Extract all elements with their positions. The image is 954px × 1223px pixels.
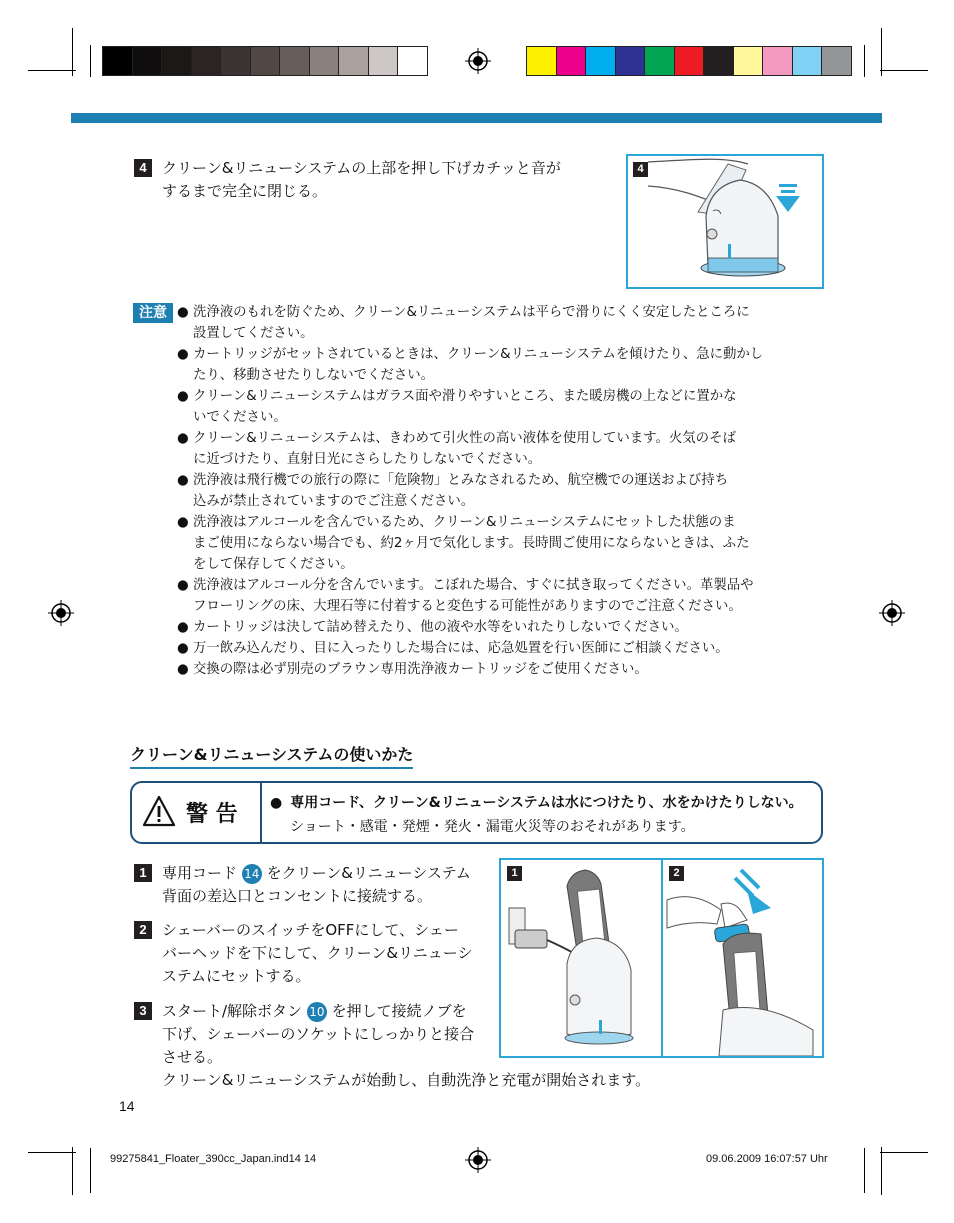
caution-item-line: フローリングの床、大理石等に付着すると変色する可能性がありますのでご注意ください。 xyxy=(193,599,742,614)
caution-item-line: たり、移動させたりしないでください。 xyxy=(193,368,435,383)
caution-item-line: 洗浄液は飛行機での旅行の際に「危険物」とみなされるため、航空機での運送および持ち xyxy=(193,473,729,488)
crop-mark xyxy=(90,45,91,77)
step-text: 下げ、シェーバーのソケットにしっかりと接合 xyxy=(162,1025,475,1043)
crop-mark xyxy=(72,1147,73,1195)
caution-item xyxy=(177,659,827,680)
caution-label: 注意 xyxy=(133,303,173,323)
header-rule xyxy=(71,113,882,123)
step-number: 1 xyxy=(134,864,152,882)
figure-step-1 xyxy=(499,858,663,1058)
caution-item-line: をして保存してください。 xyxy=(193,557,354,572)
caution-item-line: 設置してください。 xyxy=(193,326,314,341)
caution-item-line: に近づけたり、直射日光にさらしたりしないでください。 xyxy=(193,452,542,467)
color-swatch xyxy=(220,46,251,76)
step-2 xyxy=(134,919,494,988)
caution-item xyxy=(177,302,827,344)
step-text: 専用コード xyxy=(162,864,238,882)
press-arrow-icon xyxy=(747,890,771,914)
color-swatch xyxy=(102,46,133,76)
color-swatch xyxy=(556,46,587,76)
warning-box xyxy=(130,781,823,844)
section-title: クリーン&リニューシステムの使いかた xyxy=(130,742,413,769)
caution-item-line: クリーン&リニューシステムは、きわめて引火性の高い液体を使用しています。火気のそば xyxy=(193,431,736,446)
shaver-insert-illustration xyxy=(663,860,822,1056)
step-number: 4 xyxy=(134,159,152,177)
color-swatch xyxy=(279,46,310,76)
step-text: をクリーン&リニューシステム xyxy=(266,864,471,882)
crop-mark xyxy=(72,28,73,76)
color-swatch xyxy=(397,46,428,76)
step-text: するまで完全に閉じる。 xyxy=(162,182,328,200)
crop-mark xyxy=(90,1148,91,1193)
figure-step-2 xyxy=(661,858,824,1058)
warning-line: ショート・感電・発煙・発火・漏電火災等のおそれがあります。 xyxy=(290,819,695,835)
caution-item xyxy=(177,575,827,617)
bullet-icon: ● xyxy=(177,662,189,677)
registration-mark-icon xyxy=(879,600,905,626)
caution-item-line: カートリッジがセットされているときは、クリーン&リニューシステムを傾けたり、急に動かし xyxy=(193,347,764,362)
figure-label: 1 xyxy=(507,866,522,881)
step-text: を押して接続ノブを xyxy=(331,1002,467,1020)
warning-triangle-icon xyxy=(142,795,176,827)
bullet-icon: ● xyxy=(177,641,189,656)
color-swatch xyxy=(733,46,764,76)
caution-item-line: 洗浄液はアルコールを含んでいるため、クリーン&リニューシステムにセットした状態のま xyxy=(193,515,736,530)
registration-mark-icon xyxy=(48,600,74,626)
step-text: クリーン&リニューシステムが始動し、自動洗浄と充電が開始されます。 xyxy=(162,1071,651,1089)
bullet-icon: ● xyxy=(177,347,189,362)
footer-timestamp: 09.06.2009 16:07:57 Uhr xyxy=(706,1153,828,1165)
caution-item xyxy=(177,638,827,659)
caution-item-line: カートリッジは決して詰め替えたり、他の液や水等をいれたりしないでください。 xyxy=(193,620,688,635)
caution-item xyxy=(177,344,827,386)
part-reference: 14 xyxy=(242,864,262,884)
cleaning-station-illustration xyxy=(628,156,822,287)
caution-item xyxy=(177,512,827,575)
crop-mark xyxy=(881,28,882,76)
registration-mark-icon xyxy=(465,48,491,74)
figure-label: 4 xyxy=(633,162,648,177)
color-swatch xyxy=(674,46,705,76)
footer-file-info: 99275841_Floater_390cc_Japan.ind14 14 xyxy=(110,1153,317,1165)
color-swatch xyxy=(368,46,399,76)
bullet-icon: ● xyxy=(177,515,189,530)
warning-line: 専用コード、クリーン&リニューシステムは水につけたり、水をかけたりしない。 xyxy=(290,795,803,811)
warning-label: 警 告 xyxy=(186,802,238,827)
caution-item-line: まご使用にならない場合でも、約2ヶ月で気化します。長時間ご使用にならないときは、ふた xyxy=(193,536,750,551)
caution-item xyxy=(177,617,827,638)
caution-item-line: クリーン&リニューシステムはガラス面や滑りやすいところ、また暖房機の上などに置かな xyxy=(193,389,737,404)
color-swatch xyxy=(191,46,222,76)
step-text: 背面の差込口とコンセントに接続する。 xyxy=(162,887,433,905)
caution-item xyxy=(177,386,827,428)
color-swatch xyxy=(161,46,192,76)
caution-item-line: 洗浄液はアルコール分を含んでいます。こぼれた場合、すぐに拭き取ってください。革製品や xyxy=(193,578,754,593)
crop-mark xyxy=(880,1152,928,1153)
crop-mark xyxy=(880,70,928,71)
press-arrow-icon xyxy=(776,196,800,212)
step-text: バーヘッドを下にして、クリーン&リニューシ xyxy=(162,944,473,962)
caution-item xyxy=(177,428,827,470)
crop-mark xyxy=(28,1152,76,1153)
step-1 xyxy=(134,862,494,908)
bullet-icon: ● xyxy=(177,431,189,446)
figure-label: 2 xyxy=(669,866,684,881)
caution-item-line: 洗浄液のもれを防ぐため、クリーン&リニューシステムは平らで滑りにくく安定したところに xyxy=(193,305,750,320)
caution-item-line: 交換の際は必ず別売のブラウン専用洗浄液カートリッジをご使用ください。 xyxy=(193,662,648,677)
bullet-icon: ● xyxy=(177,473,189,488)
step-text: クリーン&リニューシステムの上部を押し下げカチッと音が xyxy=(162,159,561,177)
warning-text: ● 専用コード、クリーン&リニューシステムは水につけたり、水をかけたりしない。 ショート・感電・発煙・発火・漏電火災等のおそれがあります。 xyxy=(270,795,803,835)
part-reference: 10 xyxy=(307,1002,327,1022)
color-swatch xyxy=(615,46,646,76)
step-number: 3 xyxy=(134,1002,152,1020)
caution-item-line: いでください。 xyxy=(193,410,287,425)
color-swatch xyxy=(526,46,557,76)
step-text: させる。 xyxy=(162,1048,223,1066)
bullet-icon: ● xyxy=(177,389,189,404)
crop-mark xyxy=(881,1147,882,1195)
color-swatch xyxy=(338,46,369,76)
bullet-icon: ● xyxy=(177,620,189,635)
caution-list xyxy=(177,302,827,680)
station-with-cord-illustration xyxy=(501,860,661,1056)
page-number: 14 xyxy=(119,1098,135,1114)
step-text: ステムにセットする。 xyxy=(162,967,311,985)
step-4 xyxy=(134,157,604,203)
figure-step-4 xyxy=(626,154,824,289)
color-swatch xyxy=(762,46,793,76)
color-swatch xyxy=(250,46,281,76)
color-swatch xyxy=(585,46,616,76)
crop-mark xyxy=(864,1148,865,1193)
warning-divider xyxy=(260,783,262,842)
step-number: 2 xyxy=(134,921,152,939)
color-swatch xyxy=(644,46,675,76)
bullet-icon: ● xyxy=(177,305,189,320)
color-swatch xyxy=(821,46,852,76)
registration-mark-icon xyxy=(465,1147,491,1173)
color-swatch xyxy=(132,46,163,76)
step-text: シェーバーのスイッチをOFFにして、シェー xyxy=(162,921,459,939)
caution-item xyxy=(177,470,827,512)
color-swatch xyxy=(792,46,823,76)
crop-mark xyxy=(864,45,865,77)
color-swatch xyxy=(703,46,734,76)
step-text: スタート/解除ボタン xyxy=(162,1002,303,1020)
caution-item-line: 万一飲み込んだり、目に入ったりした場合には、応急処置を行い医師にご相談ください。 xyxy=(193,641,729,656)
caution-item-line: 込みが禁止されていますのでご注意ください。 xyxy=(193,494,475,509)
color-swatch xyxy=(309,46,340,76)
bullet-icon: ● xyxy=(177,578,189,593)
crop-mark xyxy=(28,70,76,71)
